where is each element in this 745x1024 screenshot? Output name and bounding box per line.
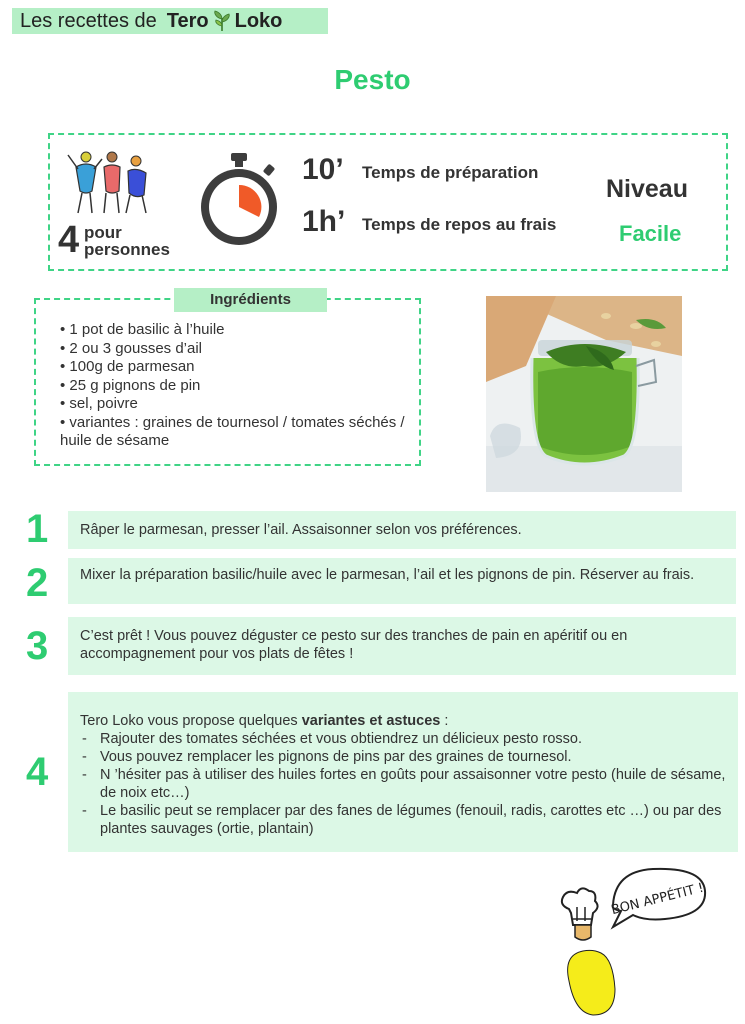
servings-unit: personnes xyxy=(84,240,170,259)
prep-time-label: Temps de préparation xyxy=(362,163,539,182)
brand-name-right: Loko xyxy=(234,9,283,32)
tips-intro xyxy=(80,712,726,730)
tips-box xyxy=(68,692,738,852)
pesto-jar-photo xyxy=(486,296,682,492)
tips-list xyxy=(80,730,726,838)
tips-intro-text: Tero Loko vous propose quelques xyxy=(80,713,298,729)
mascot-bubble-text: BON APPÉTIT ! xyxy=(609,880,706,919)
recipe-title: Pesto xyxy=(334,64,411,95)
tips-intro-end: : xyxy=(440,713,449,729)
leaf-icon xyxy=(212,10,232,32)
prep-time-value: 10’ xyxy=(302,153,344,186)
brand-header xyxy=(12,8,328,34)
list-item: - Vous pouvez remplacer les pignons de pins par des graines de tournesol. xyxy=(80,748,726,766)
list-item: • variantes : graines de tournesol / tomates séchés / huile de sésame xyxy=(60,414,405,451)
list-item: • 25 g pignons de pin xyxy=(60,377,405,396)
brand-prefix: Les recettes de xyxy=(20,9,157,32)
step-number: 2 xyxy=(26,561,49,605)
list-item: • 100g de parmesan xyxy=(60,358,405,377)
recipe-info-box xyxy=(48,133,728,271)
chef-mascot-icon xyxy=(553,863,713,1021)
level-label: Niveau xyxy=(606,175,688,203)
people-icon xyxy=(62,147,152,219)
list-item: - Le basilic peut se remplacer par des fanes de légumes (fenouil, radis, carottes etc …) ou par des plantes sauvages (ortie, plantain) xyxy=(80,802,726,838)
step-text: Mixer la préparation basilic/huile avec le parmesan, l’ail et les pignons de pin. Réserver au frais. xyxy=(68,558,736,604)
step-number: 4 xyxy=(26,750,49,794)
rest-time-label: Temps de repos au frais xyxy=(362,215,557,234)
level-value: Facile xyxy=(619,221,682,246)
stopwatch-icon xyxy=(195,151,283,249)
ingredients-label: Ingrédients xyxy=(174,288,327,312)
brand-name-left: Tero xyxy=(166,9,209,32)
list-item: - Rajouter des tomates séchées et vous obtiendrez un délicieux pesto rosso. xyxy=(80,730,726,748)
list-item: • sel, poivre xyxy=(60,395,405,414)
list-item: - N ’hésiter pas à utiliser des huiles fortes en goûts pour assaisonner votre pesto (huile de sésame, de noix etc…) xyxy=(80,766,726,802)
list-item: • 1 pot de basilic à l’huile xyxy=(60,321,405,340)
step-number: 3 xyxy=(26,624,49,668)
list-item: • 2 ou 3 gousses d’ail xyxy=(60,340,405,359)
ingredients-list xyxy=(60,321,405,451)
rest-time-value: 1h’ xyxy=(302,205,346,238)
step-text: C’est prêt ! Vous pouvez déguster ce pesto sur des tranches de pain en apéritif ou en accompagnement pour vos plats de fêtes ! xyxy=(68,617,736,675)
servings-number: 4 xyxy=(58,219,80,261)
step-text: Râper le parmesan, presser l’ail. Assaisonner selon vos préférences. xyxy=(68,511,736,549)
step-number: 1 xyxy=(26,507,49,551)
tips-intro-bold: variantes et astuces xyxy=(301,713,441,729)
servings-pour: pour xyxy=(84,223,122,242)
